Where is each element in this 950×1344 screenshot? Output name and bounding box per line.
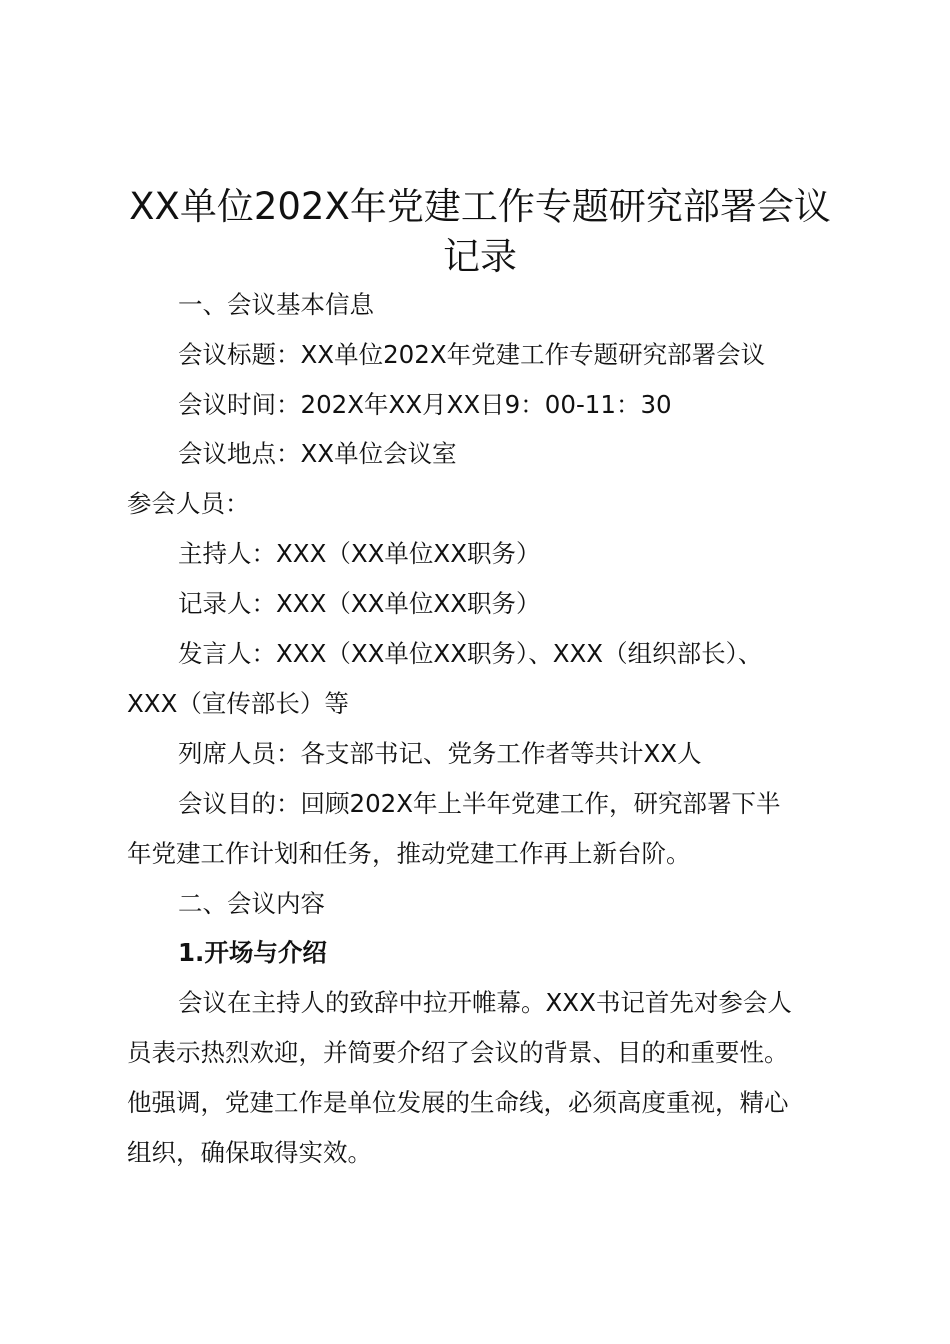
paragraph-1-line-3: 他强调，党建工作是单位发展的生命线，必须高度重视，精心 xyxy=(127,1088,789,1117)
section-heading-content: 二、会议内容 xyxy=(178,889,325,918)
speakers-line-2: XXX（宣传部长）等 xyxy=(127,689,349,718)
meeting-title-line: 会议标题：XX单位202X年党建工作专题研究部署会议 xyxy=(178,340,766,369)
observers-line: 列席人员：各支部书记、党务工作者等共计XX人 xyxy=(178,739,702,768)
host-line: 主持人：XXX（XX单位XX职务） xyxy=(178,539,541,568)
attendees-label: 参会人员： xyxy=(127,489,250,518)
document-title-line-1: XX单位202X年党建工作专题研究部署会议 xyxy=(129,185,831,228)
section-heading-basic-info: 一、会议基本信息 xyxy=(178,290,374,319)
paragraph-1-line-4: 组织，确保取得实效。 xyxy=(127,1138,372,1167)
purpose-line-1: 会议目的：回顾202X年上半年党建工作，研究部署下半 xyxy=(178,789,781,818)
subsection-heading-opening: 1.开场与介绍 xyxy=(178,938,327,967)
meeting-time-line: 会议时间：202X年XX月XX日9：00-11：30 xyxy=(178,390,672,419)
purpose-line-2: 年党建工作计划和任务，推动党建工作再上新台阶。 xyxy=(127,839,691,868)
meeting-place-line: 会议地点：XX单位会议室 xyxy=(178,439,457,468)
recorder-line: 记录人：XXX（XX单位XX职务） xyxy=(178,589,541,618)
speakers-line-1: 发言人：XXX（XX单位XX职务）、XXX（组织部长）、 xyxy=(178,639,763,668)
document-title-line-2: 记录 xyxy=(443,235,517,278)
paragraph-1-line-2: 员表示热烈欢迎，并简要介绍了会议的背景、目的和重要性。 xyxy=(127,1038,789,1067)
paragraph-1-line-1: 会议在主持人的致辞中拉开帷幕。XXX书记首先对参会人 xyxy=(178,988,792,1017)
